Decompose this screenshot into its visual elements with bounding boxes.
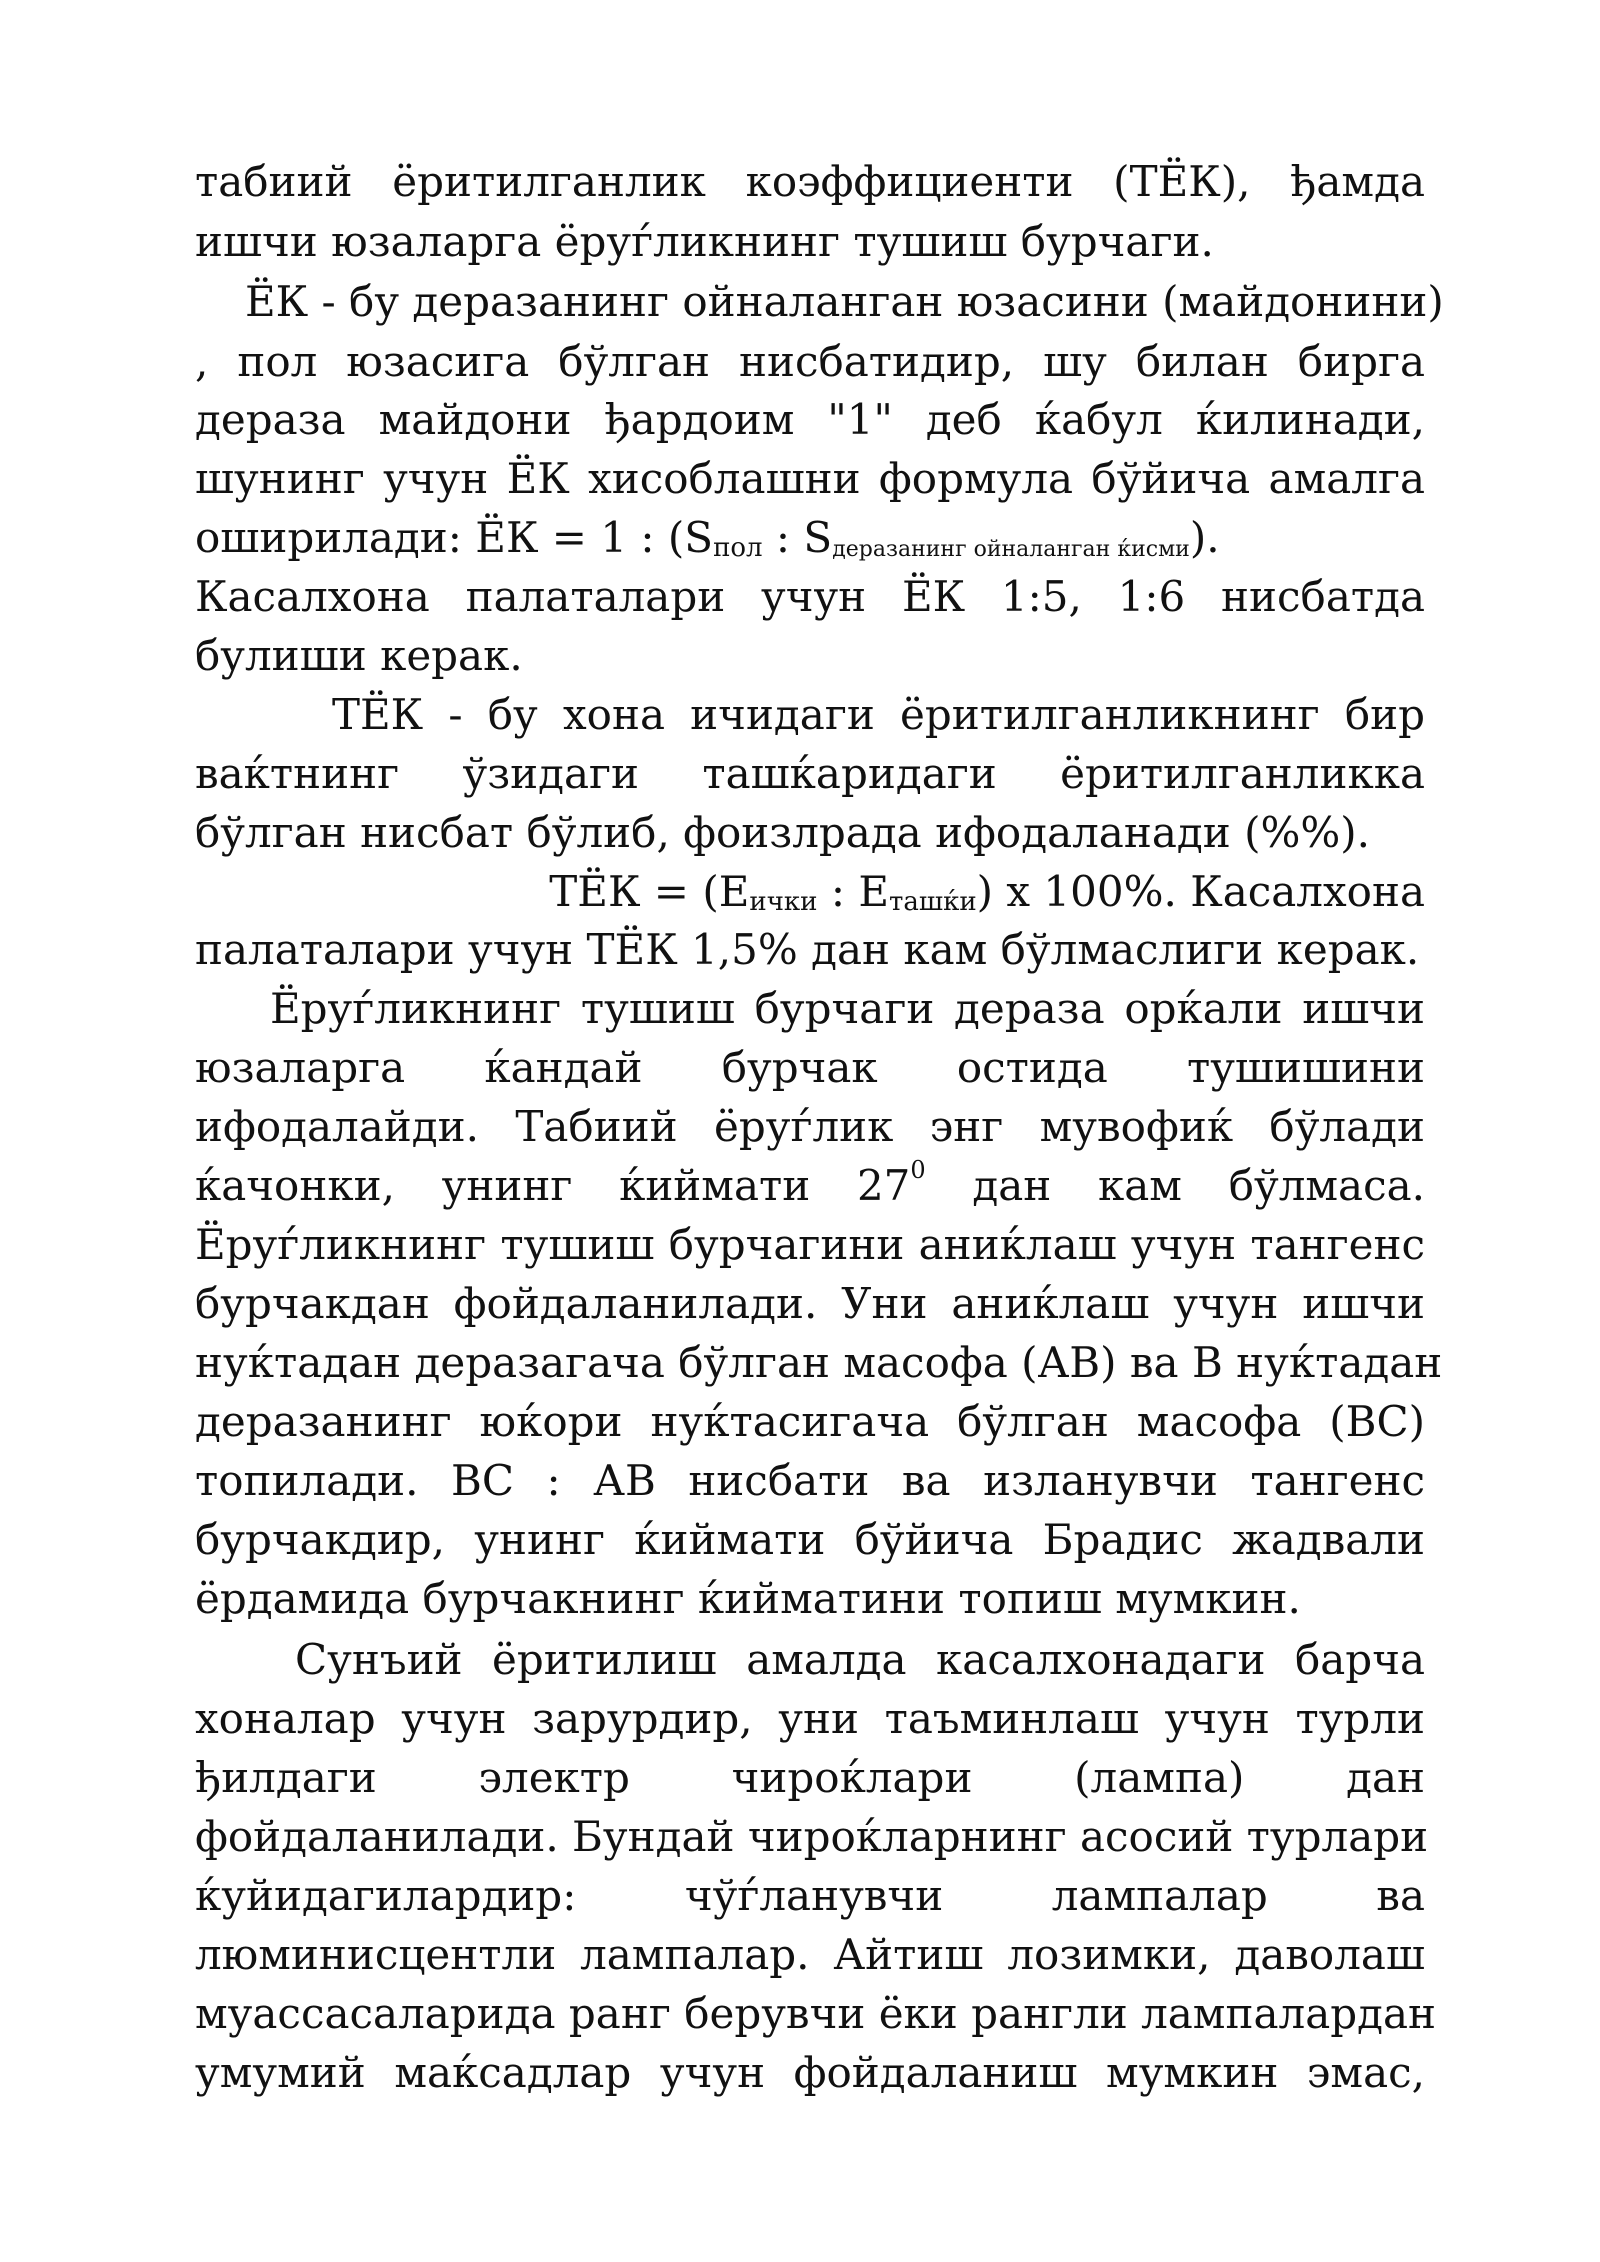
text-line: Сунъий ёритилиш амалда касалхонадаги барча — [295, 1635, 1425, 1684]
text-line: Ёруѓликнинг тушиш бурчагини аниќлаш учун тангенс — [195, 1220, 1425, 1269]
line-text: ќачонки, унинг ќиймати 27 — [195, 1161, 911, 1210]
text-line: топилади. ВС : АВ нисбати ва изланувчи тангенс — [195, 1456, 1425, 1505]
formula-text: : S — [762, 513, 833, 562]
text-line: ваќтнинг ўзидаги ташќаридаги ёритилганликка — [195, 749, 1425, 798]
text-line: , пол юзасига бўлган нисбатидир, шу билан бирга — [195, 337, 1425, 386]
text-line: муассасаларида ранг берувчи ёки рангли лампалардан — [195, 1989, 1437, 2038]
text-line: ќуйидагилардир: чўѓланувчи лампалар ва — [195, 1871, 1425, 1920]
text-line: Ёруѓликнинг тушиш бурчаги дераза орќали ишчи — [270, 984, 1425, 1033]
superscript-line — [195, 1156, 1425, 1215]
text-line: деразанинг юќори нуќтасигача бўлган масофа (ВС) — [195, 1397, 1425, 1446]
line-text: дан кам бўлмаса. — [925, 1161, 1425, 1210]
formula-line-ek — [195, 508, 1425, 567]
text-line: ђилдаги электр чироќлари (лампа) дан — [195, 1753, 1425, 1802]
text-line: бурчакдан фойдаланилади. Уни аниќлаш учун ишчи — [195, 1279, 1425, 1328]
text-line: ТЁК - бу хона ичидаги ёритилганликнинг бир — [332, 690, 1425, 739]
text-line: хоналар учун зарурдир, уни таъминлаш учун турли — [195, 1694, 1425, 1743]
text-line: ишчи юзаларга ёруѓликнинг тушиш бурчаги. — [195, 217, 1214, 266]
text-line: юзаларга ќандай бурчак остида тушишини — [195, 1043, 1425, 1092]
text-line: дераза майдони ђардоим "1" деб ќабул ќилинади, — [195, 395, 1425, 444]
text-line: фойдаланилади. Бундай чироќларнинг асосий турлари — [195, 1812, 1429, 1861]
superscript: 0 — [910, 1156, 926, 1184]
text-line: ЁК - бу деразанинг ойналанган юзасини (майдонини) — [245, 277, 1444, 326]
subscript: пол — [713, 533, 763, 563]
formula-text: ТЁК = (E — [549, 867, 750, 916]
subscript: ички — [749, 887, 818, 917]
subscript: деразанинг ойналанган ќисми — [832, 537, 1190, 562]
formula-text: ). — [1189, 513, 1220, 562]
text-line: умумий маќсадлар учун фойдаланиш мумкин эмас, — [195, 2048, 1425, 2097]
text-line: бурчакдир, унинг ќиймати бўйича Брадис жадвали — [195, 1515, 1425, 1564]
text-line: люминисцентли лампалар. Айтиш лозимки, даволаш — [195, 1930, 1425, 1979]
text-line: бўлган нисбат бўлиб, фоизлрада ифодаланади (%%). — [195, 808, 1371, 857]
formula-text: оширилади: ЁК = 1 : (S — [195, 513, 714, 562]
text-line: булиши керак. — [195, 631, 523, 680]
formula-line-tek — [195, 862, 1425, 921]
text-line: палаталари учун ТЁК 1,5% дан кам бўлмаслиги керак. — [195, 925, 1420, 974]
formula-text: : E — [817, 867, 890, 916]
text-line: ифодалайди. Табиий ёруѓлик энг мувофиќ бўлади — [195, 1102, 1425, 1151]
formula-text: ) x 100%. Касалхона — [976, 867, 1425, 916]
text-line: шунинг учун ЁК хисоблашни формула бўйича амалга — [195, 454, 1425, 503]
text-line: ёрдамида бурчакнинг ќийматини топиш мумкин. — [195, 1574, 1301, 1623]
text-line: табиий ёритилганлик коэффициенти (ТЁК), ђамда — [195, 157, 1425, 206]
text-line: Касалхона палаталари учун ЁК 1:5, 1:6 нисбатда — [195, 572, 1425, 621]
subscript: ташќи — [889, 887, 977, 917]
text-line: нуќтадан деразагача бўлган масофа (АВ) ва В нуќтадан — [195, 1338, 1443, 1387]
